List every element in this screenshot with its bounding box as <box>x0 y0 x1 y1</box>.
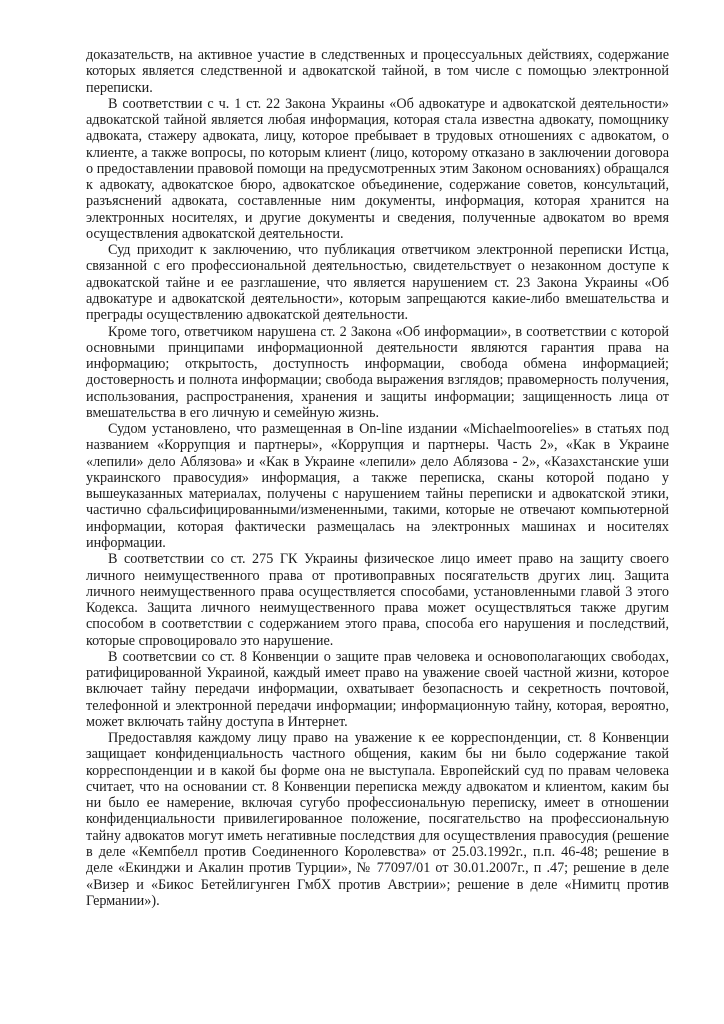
paragraph-correspondence-echr: Предоставляя каждому лицу право на уважение к ее корреспонденции, ст. 8 Конвенции защищает конфиденциальность частного общения, каким бы ни было содержание такой корреспонденции и в какой бы форме она не выступала. Европейский суд по правам человека считает, что на основании ст. 8 Конвенции переписка между адвокатом и клиентом, каким бы ни было ее намерение, включая сугубо профессиональную переписку, имеет в отношении конфиденциальности привилегированное положение, посягательство на профессиональную тайну адвокатов могут иметь негативные последствия для осуществления правосудия (решение в деле «Кемпбелл против Соединенного Королевства» от 25.03.1992г., п.п. 46-48; решение в деле «Екинджи и Акалин против Турции», № 77097/01 от 30.01.2007г., п .47; решение в деле «Визер и «Бикос Бетейлигунген ГмбХ против Австрии»; решение в деле «Нимитц против Германии»). <box>86 730 669 909</box>
paragraph-information-law: Кроме того, ответчиком нарушена ст. 2 Закона «Об информации», в соответствии с которой основными принципами информационной деятельности являются гарантия права на информацию; открытость, доступность информации, свобода обмена информацией; достоверность и полнота информации; свобода выражения взглядов; правомерность получения, использования, распространения, хранения и защиты информации; защищенность лица от вмешательства в его личную и семейную жизнь. <box>86 323 669 421</box>
document-page <box>86 47 669 909</box>
paragraph-advocate-secrecy-definition: В соответствии с ч. 1 ст. 22 Закона Украины «Об адвокатуре и адвокатской деятельности» адвокатской тайной является любая информация, которая стала известна адвокату, помощнику адвоката, стажеру адвоката, лицу, которое пребывает в трудовых отношениях с адвокатом, о клиенте, а также вопросы, по которым клиент (лицо, которому отказано в заключении договора о предоставлении правовой помощи на предусмотренных этим Законом основаниях) обращался к адвокату, адвокатское бюро, адвокатское объединение, содержание советов, консультаций, разъяснений адвоката, составленные ним документы, информация, которая хранится на электронных носителях, и другие документы и сведения, полученные адвокатом во время осуществления адвокатской деятельности. <box>86 95 669 242</box>
paragraph-convention-article-8: В соответсвии со ст. 8 Конвенции о защите прав человека и основополагающих свободах, ратифицированной Украиной, каждый имеет право на уважение своей частной жизни, которое включает тайну передачи информации, охватывает безопасность и секретность почтовой, телефонной и электронной передачи информации; информационную тайну, которая, вероятно, может включать тайну доступа в Интернет. <box>86 648 669 730</box>
paragraph-continuation: доказательств, на активное участие в следственных и процессуальных действиях, содержание которых является следственной и адвокатской тайной, в том числе с помощью электронной переписки. <box>86 47 669 96</box>
paragraph-court-conclusion: Суд приходит к заключению, что публикация ответчиком электронной переписки Истца, связанной с его профессиональной деятельностью, свидетельствует о незаконном доступе к адвокатской тайне и ее разглашение, что является нарушением ст. 23 Закона Украины «Об адвокатуре и адвокатской деятельности», которым запрещаются какие-либо вмешательства и преграды осуществлению адвокатской деятельности. <box>86 242 669 324</box>
paragraph-court-established: Судом установлено, что размещенная в On-line издании «Michaelmoorelies» в статьях под названием «Коррупция и партнеры», «Коррупция и партнеры. Часть 2», «Как в Украине «лепили» дело Аблязова» и «Как в Украине «лепили» дело Аблязова - 2», «Казахстанские уши украинского правосудия» информация, а также переписка, сканы которой подано у вышеуказанных материалах, получены с нарушением тайны переписки и адвокатской этики, частично сфальсифицированными/измененными, такими, которые не отвечают компьютерной информации, которая фактически размещалась на электронных машинах и носителях информации. <box>86 421 669 551</box>
paragraph-civil-code-275: В соответствии со ст. 275 ГК Украины физическое лицо имеет право на защиту своего личного неимущественного права от противоправных посягательств других лиц. Защита личного неимущественного права осуществляется способами, установленными главой 3 этого Кодекса. Защита личного неимущественного права может осуществляться также другим способом в соответствии с содержанием этого права, способа его нарушения и последствий, которые спровоцировало это нарушение. <box>86 551 669 649</box>
